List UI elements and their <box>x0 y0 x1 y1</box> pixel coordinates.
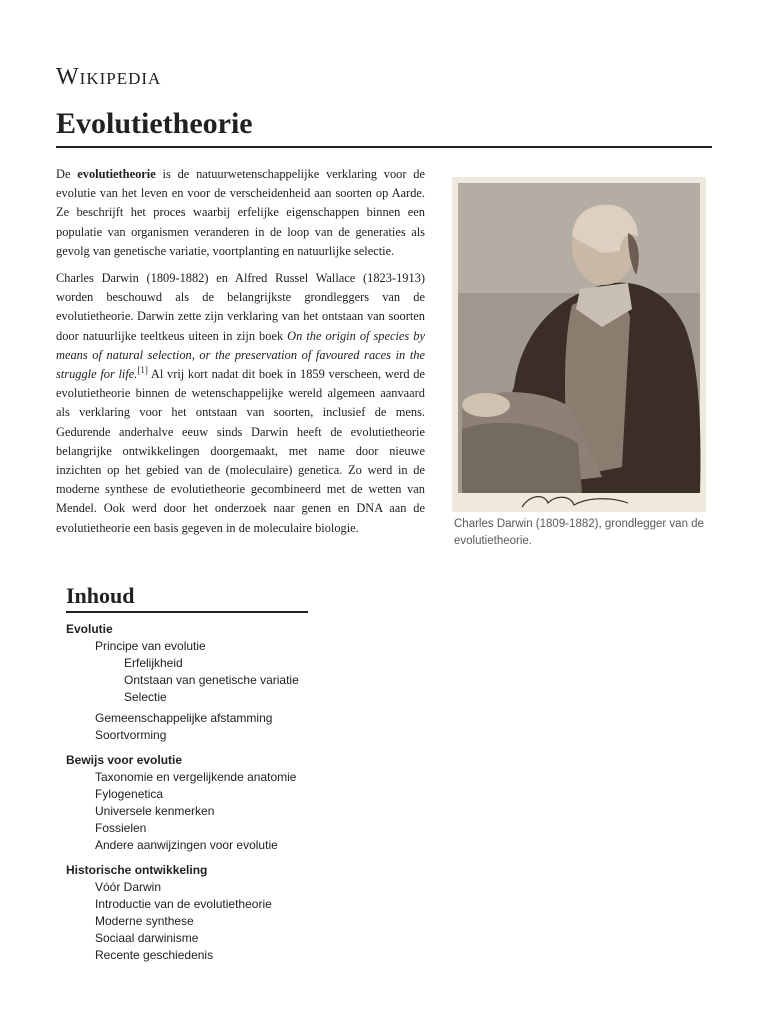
toc-item[interactable]: Principe van evolutie <box>95 639 206 653</box>
toc-item[interactable]: Gemeenschappelijke afstamming <box>95 711 273 725</box>
toc-item[interactable]: Universele kenmerken <box>95 804 215 818</box>
article-figure <box>452 177 706 550</box>
intro-text: Al vrij kort nadat dit boek in 1859 verscheen, werd de evolutietheorie binnen de wetenschappelijke wereld algemeen aanvaard als verklaring voor het ontstaan van soorten, inclusief de mens. Gedurende anderhalve eeuw sinds Darwin heeft de evolutietheorie belangrijke ontwikkelingen doorgemaakt, met name door nieuwe inzichten op het gebied van de (moleculaire) genetica. Zo werd in de moderne synthese de evolutietheorie gecombineerd met de wetten van Mendel. Ook werd door het onderzoek naar genen en DNA aan de evolutietheorie een basis gegeven in de moleculaire biologie. <box>56 367 425 535</box>
toc-item[interactable]: Recente geschiedenis <box>95 948 214 962</box>
toc-item[interactable]: Fossielen <box>95 821 147 835</box>
toc-item[interactable]: Vóór Darwin <box>95 880 162 894</box>
toc-item[interactable]: Moderne synthese <box>95 914 194 928</box>
toc-list <box>66 621 308 964</box>
reference-link[interactable]: [1] <box>137 364 148 375</box>
toc-item[interactable]: Andere aanwijzingen voor evolutie <box>95 838 278 852</box>
toc-item[interactable]: Soortvorming <box>95 728 167 742</box>
portrait-photo-icon[interactable] <box>452 177 706 512</box>
toc-subitem[interactable]: Erfelijkheid <box>124 656 183 670</box>
toc-subitem[interactable]: Ontstaan van genetische variatie <box>124 673 299 687</box>
intro-paragraph-1 <box>56 165 425 261</box>
toc-item[interactable]: Fylogenetica <box>95 787 164 801</box>
intro-text: is de natuurwetenschappelijke verklaring voor de evolutie van het leven en voor de verscheidenheid aan soorten op Aarde. Ze beschrijft het proces waarbij erfelijke eigenschappen binnen een populatie van organismen veranderen in de loop van de generaties als gevolg van genetische variatie, voortplanting en natuurlijke selectie. <box>56 167 426 258</box>
page-title: Evolutietheorie <box>56 104 712 148</box>
toc-title: Inhoud <box>66 582 308 613</box>
toc-item[interactable]: Introductie van de evolutietheorie <box>95 897 272 911</box>
intro-text: Charles Darwin (1809-1882) en Alfred Russel Wallace (1823-1913) worden beschouwd als de belangrijkste grondleggers van de evolutietheorie. Darwin zette zijn verklaring van het ontstaan van soorten door natuurlijke teeltkeus uiteen in zijn boek <box>56 271 425 343</box>
toc-item[interactable]: Taxonomie en vergelijkende anatomie <box>95 770 297 784</box>
article-intro <box>56 165 425 546</box>
toc-subitem[interactable]: Selectie <box>124 690 167 704</box>
intro-text: De <box>56 167 78 181</box>
wikipedia-wordmark[interactable]: Wikipedia <box>56 64 162 90</box>
table-of-contents <box>66 582 308 964</box>
article-subject-bold: evolutietheorie <box>77 167 156 181</box>
intro-paragraph-2 <box>56 269 425 538</box>
toc-item[interactable]: Sociaal darwinisme <box>95 931 199 945</box>
figure-caption: Charles Darwin (1809-1882), grondlegger van de evolutietheorie. <box>454 518 704 547</box>
toc-section-evolutie[interactable]: Evolutie <box>66 622 113 636</box>
book-title-italic: On the origin of species by means of natural selection, or the preservation of favoured races in the struggle for life. <box>56 328 425 382</box>
toc-section-bewijs[interactable]: Bewijs voor evolutie <box>66 753 183 767</box>
toc-section-historische[interactable]: Historische ontwikkeling <box>66 863 208 877</box>
